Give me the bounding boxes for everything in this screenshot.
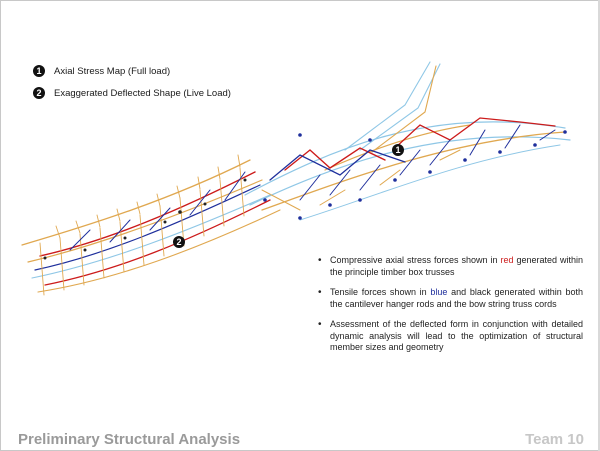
note-highlight-red: red bbox=[500, 255, 514, 265]
legend-item-deflected-shape bbox=[33, 84, 231, 102]
note-text: Assessment of the deflected form in conjunction with detailed dynamic analysis will lead to the optimization of structural member sizes and geometry bbox=[330, 319, 583, 352]
note-compression bbox=[318, 255, 583, 278]
legend-number-icon: 2 bbox=[33, 87, 45, 99]
note-tension bbox=[318, 287, 583, 310]
note-text: generated within the principle timber box trusses bbox=[330, 255, 583, 277]
legend-number-icon: 1 bbox=[33, 65, 45, 77]
footer-team: Team 10 bbox=[525, 431, 584, 448]
legend bbox=[33, 62, 231, 106]
note-assessment bbox=[318, 319, 583, 354]
note-text: and black generated within both the cantilever hanger rods and the bow string truss cords bbox=[330, 287, 584, 309]
legend-label: Exaggerated Deflected Shape (Live Load) bbox=[54, 87, 231, 99]
structure-1-badge: 1 bbox=[392, 144, 404, 156]
note-highlight-blue: blue bbox=[430, 287, 448, 297]
notes-list bbox=[318, 255, 583, 363]
note-text: Tensile forces shown in bbox=[330, 287, 431, 297]
legend-item-axial-stress bbox=[33, 62, 231, 80]
footer-title: Preliminary Structural Analysis bbox=[18, 431, 241, 448]
legend-label: Axial Stress Map (Full load) bbox=[54, 65, 171, 77]
structure-2-badge: 2 bbox=[173, 236, 185, 248]
structure-2-deflected-shape bbox=[22, 155, 280, 295]
structure-1-axial-stress-map bbox=[245, 62, 570, 220]
note-text: Compressive axial stress forces shown in bbox=[330, 255, 501, 265]
